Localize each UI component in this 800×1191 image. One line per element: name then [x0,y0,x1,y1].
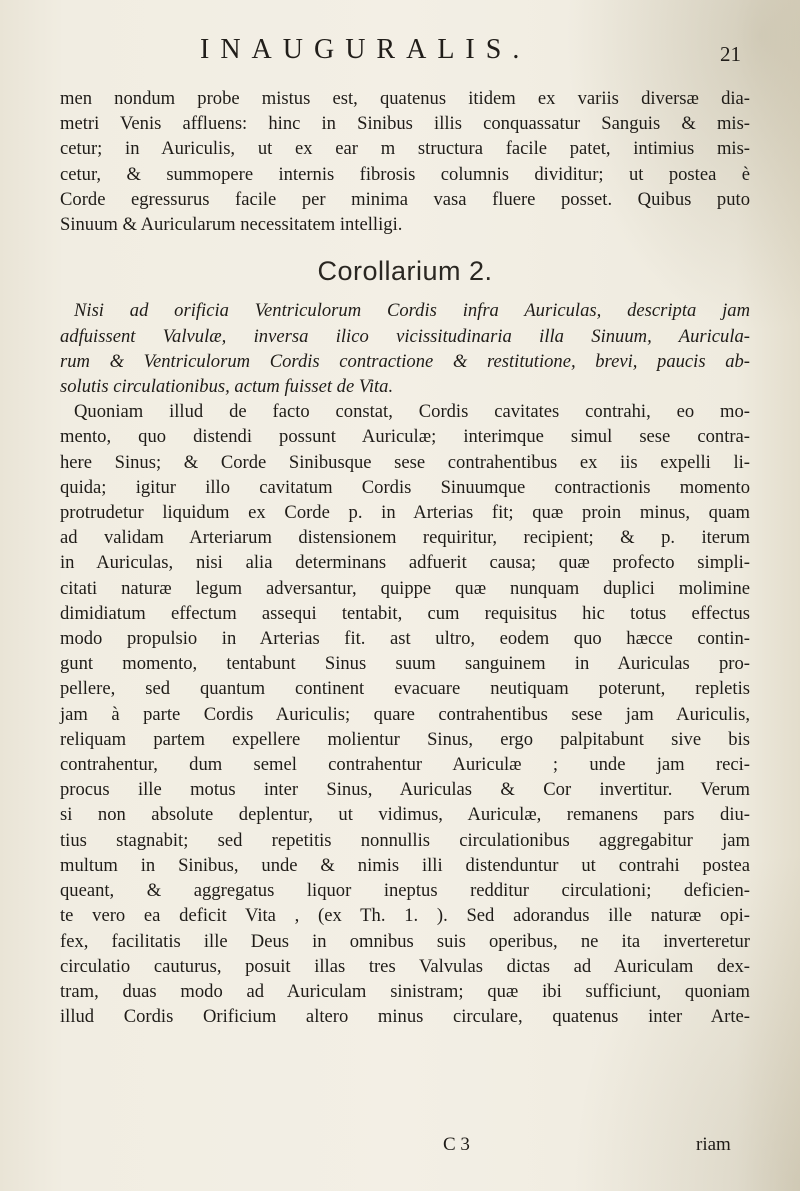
catchword: riam [696,1134,731,1155]
text-line: here Sinus; & Corde Sinibusque sese contrahentibus ex iis expelli li- [60,451,750,473]
text-line: reliquam partem expellere molientur Sinus, ergo palpitabunt sive bis [60,728,750,750]
text-line: si non absolute deplentur, ut vidimus, Auriculæ, remanens pars diu- [60,804,750,826]
text-line: citati naturæ legum adversantur, quippe quæ nunquam duplici molimine [60,577,750,599]
text-line: Sinuum & Auricularum necessitatem intelligi. [60,214,403,236]
thesis-line: solutis circulationibus, actum fuisset de Vita. [60,376,394,398]
text-line: metri Venis affluens: hinc in Sinibus illis conquassatur Sanguis & mis- [60,113,750,135]
text-line: modo propulsio in Arterias fit. ast ultro, eodem quo hæcce contin- [60,628,750,650]
page-header [0,28,800,68]
thesis-line: adfuissent Valvulæ, inversa ilico vicissitudinaria illa Sinuum, Auricula- [60,325,750,347]
text-line: ad validam Arteriarum distensionem requiritur, recipient; & p. iterum [60,527,750,549]
text-line: mento, quo distendi possunt Auriculæ; interimque simul sese contra- [60,426,750,448]
text-line: te vero ea deficit Vita , (ex Th. 1. ). Sed adorandus ille naturæ opi- [60,905,750,927]
corollary-thesis [60,298,750,399]
signature-mark: C 3 [443,1134,470,1155]
thesis-line: rum & Ventriculorum Cordis contractione & restitutione, brevi, paucis ab- [60,350,750,372]
text-line: Corde egressurus facile per minima vasa fluere posset. Quibus puto [60,188,750,210]
text-line: fex, facilitatis ille Deus in omnibus suis operibus, ne ita inverteretur [60,930,750,952]
corollary-heading: Corollarium 2. [317,256,493,287]
text-line: tius stagnabit; sed repetitis nonnullis circulationibus aggregabitur jam [60,829,750,851]
text-line: contrahentur, dum semel contrahentur Auriculæ ; unde jam reci- [60,754,750,776]
text-line: queant, & aggregatus liquor ineptus redditur circulationi; deficien- [60,880,750,902]
paragraph-2 [60,399,750,1029]
text-line: cetur, & summopere internis fibrosis columnis dividitur; ut postea è [60,163,750,185]
text-line: quida; igitur illo cavitatum Cordis Sinuumque contractionis momento [60,476,750,498]
text-line: tram, duas modo ad Auriculam sinistram; quæ ibi sufficiunt, quoniam [60,980,750,1002]
text-line: in Auriculas, nisi alia determinans adfuerit causa; quæ profecto simpli- [60,552,750,574]
page-number: 21 [720,42,741,66]
text-line: procus ille motus inter Sinus, Auriculas & Cor invertitur. Verum [60,779,750,801]
text-line: men nondum probe mistus est, quatenus itidem ex variis diversæ dia- [60,88,750,109]
text-line: Quoniam illud de facto constat, Cordis cavitates contrahi, eo mo- [74,401,750,423]
running-title: INAUGURALIS. [200,34,531,65]
body-text [60,86,750,1029]
text-line: multum in Sinibus, unde & nimis illi distenduntur ut contrahi postea [60,854,750,876]
paragraph-1 [60,86,750,237]
text-line: protrudetur liquidum ex Corde p. in Arterias fit; quæ proin minus, quam [60,502,750,524]
text-line: pellere, sed quantum continent evacuare neutiquam poterunt, repletis [60,678,750,700]
text-line: jam à parte Cordis Auriculis; quare contrahentibus sese jam Auriculis, [60,703,750,725]
text-line: gunt momento, tentabunt Sinus suum sanguinem in Auriculas pro- [60,653,750,675]
text-line: circulatio cauturus, posuit illas tres Valvulas dictas ad Auriculam dex- [60,955,750,977]
text-line: cetur; in Auriculis, ut ex ear m structura facile patet, intimius mis- [60,138,750,160]
text-line: illud Cordis Orificium altero minus circulare, quatenus inter Arte- [60,1006,750,1028]
thesis-line: Nisi ad orificia Ventriculorum Cordis infra Auriculas, descripta jam [74,300,750,322]
text-line: dimidiatum effectum assequi tentabit, cum requisitus hic totus effectus [60,602,750,624]
page-footer [0,1134,800,1162]
